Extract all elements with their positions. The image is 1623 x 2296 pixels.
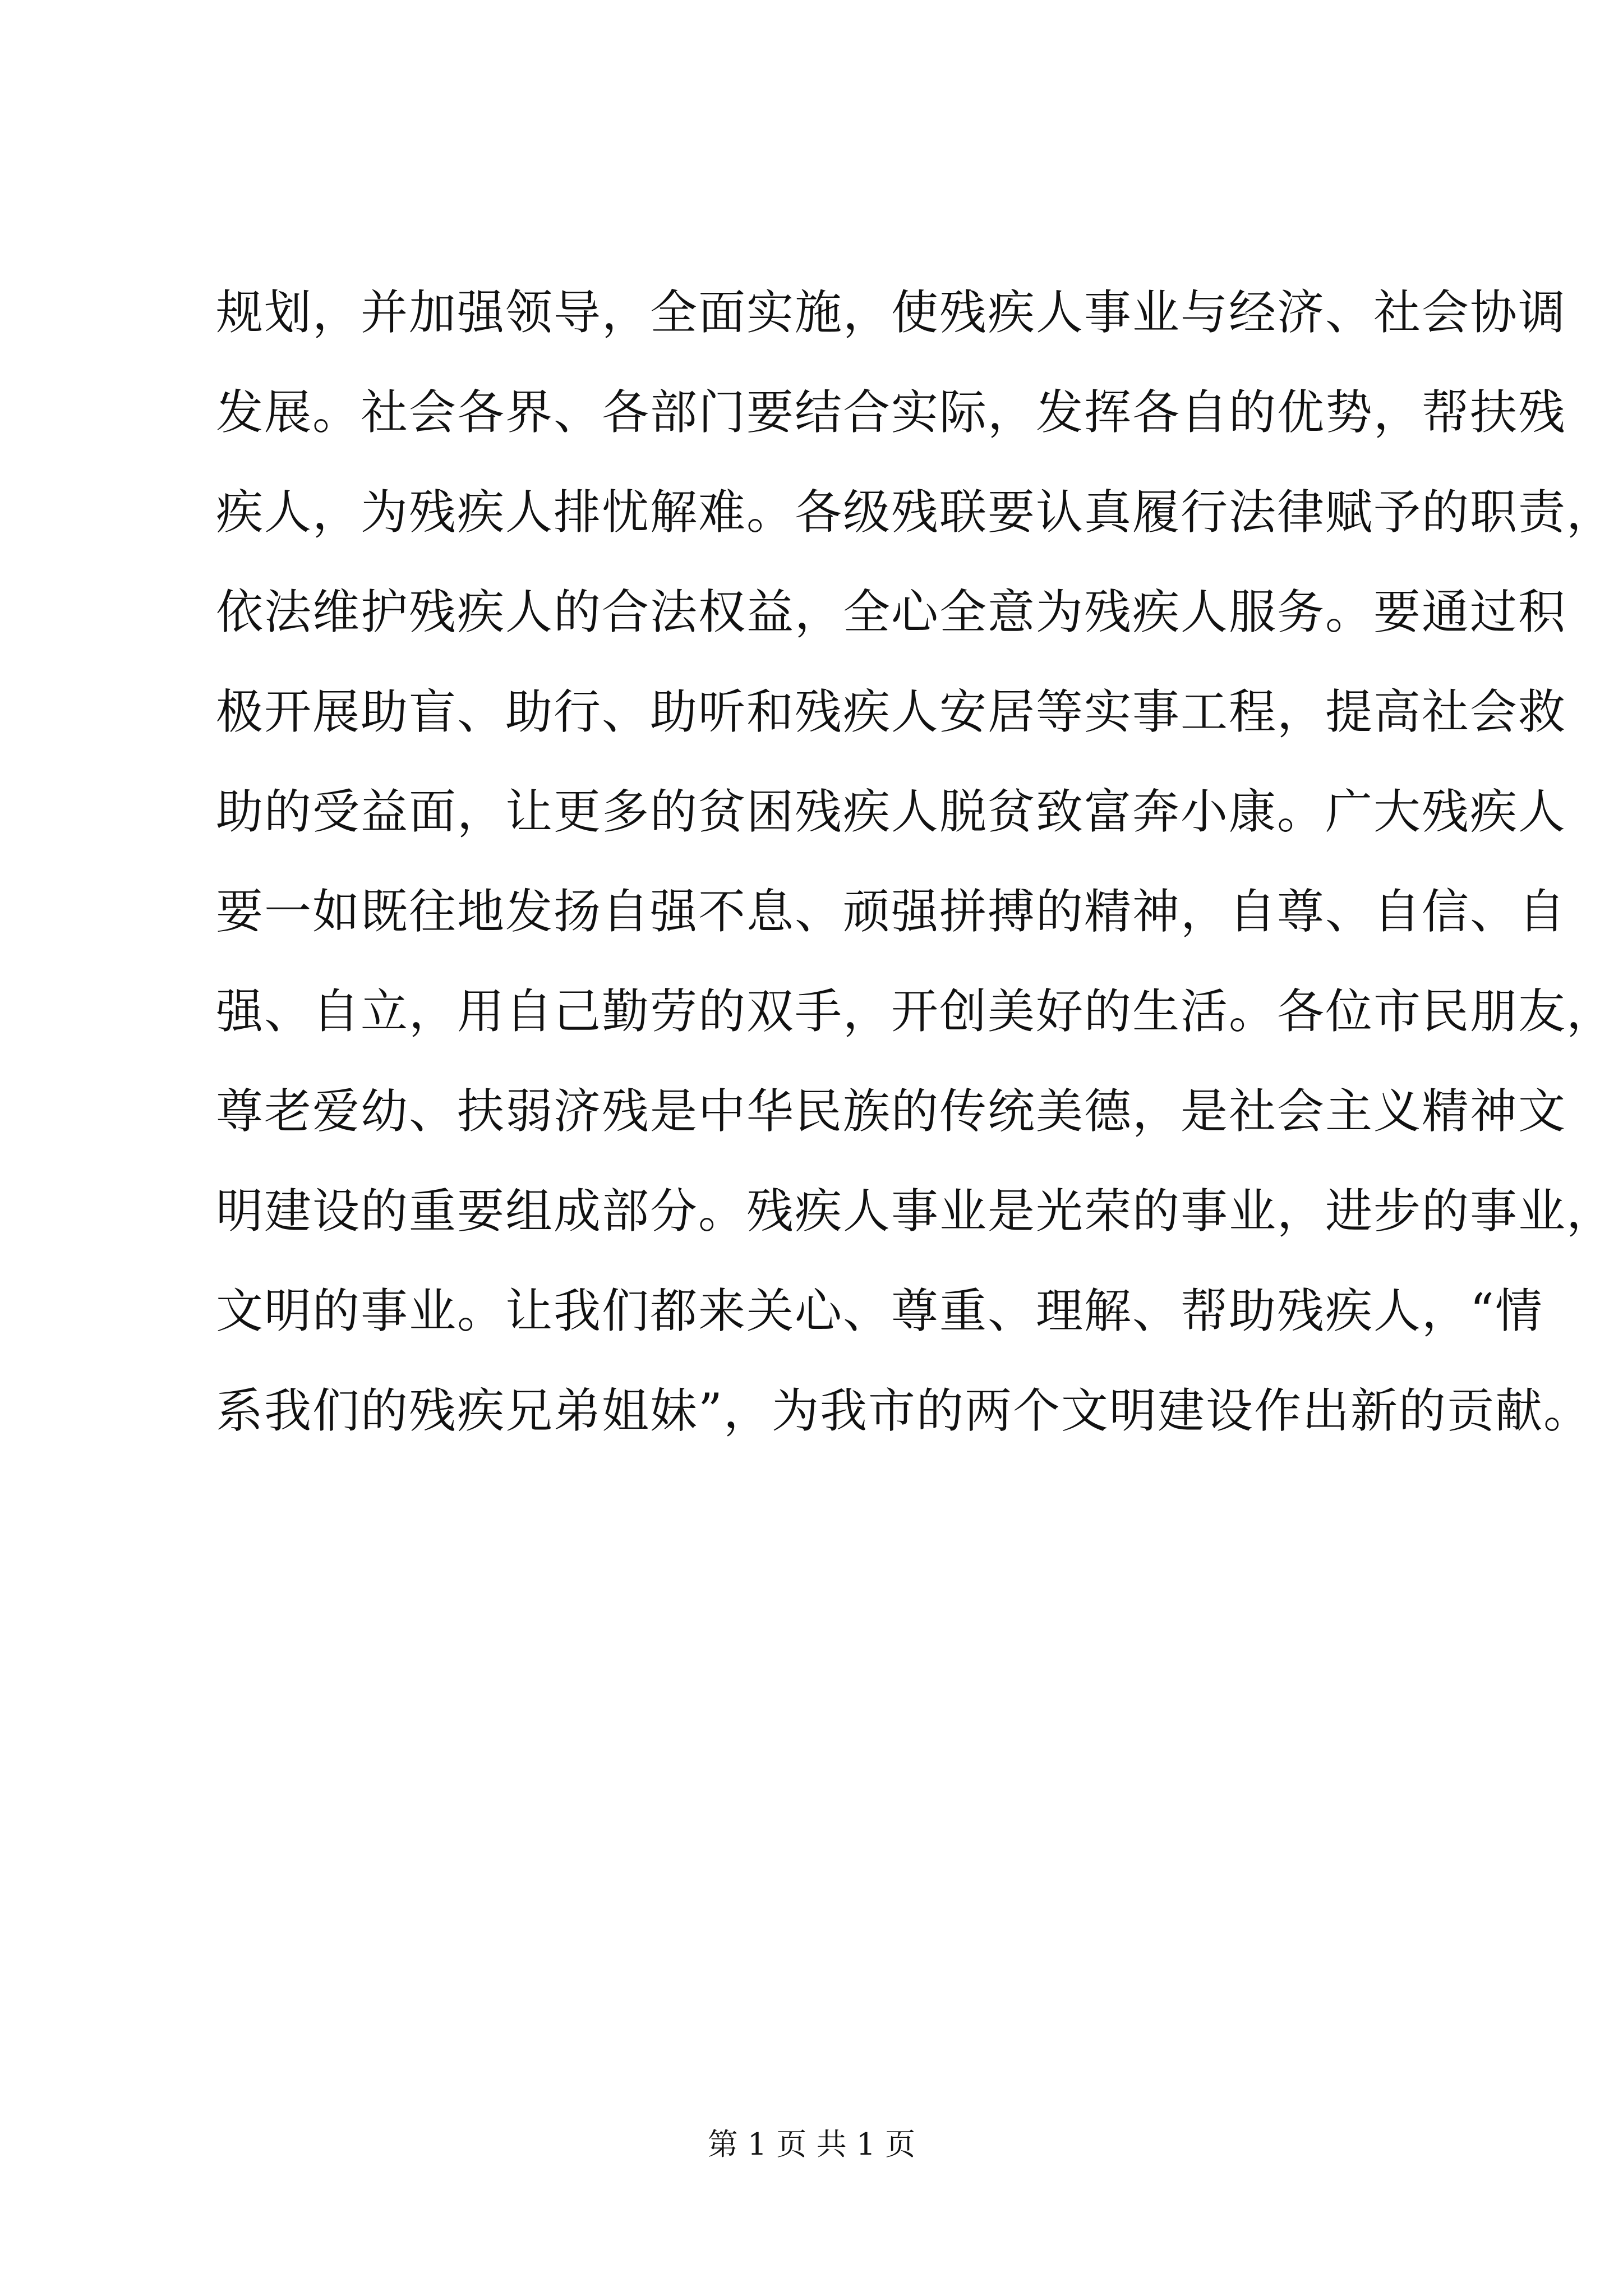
page-number-footer: 第 1 页 共 1 页 — [707, 2127, 916, 2162]
paragraph-line: 系我们的残疾兄弟姐妹”，为我市的两个文明建设作出新的贡献。 — [216, 1383, 1592, 1438]
paragraph-line: 尊老爱幼、扶弱济残是中华民族的传统美德，是社会主义精神文 — [216, 1084, 1567, 1139]
paragraph-line: 规划，并加强领导，全面实施，使残疾人事业与经济、社会协调 — [216, 285, 1567, 340]
paragraph-line: 疾人，为残疾人排忧解难。各级残联要认真履行法律赋予的职责， — [216, 485, 1615, 540]
paragraph-line: 依法维护残疾人的合法权益，全心全意为残疾人服务。要通过积 — [216, 585, 1567, 639]
body-paragraph — [216, 263, 1615, 1461]
paragraph-line: 明建设的重要组成部分。残疾人事业是光荣的事业，进步的事业， — [216, 1184, 1615, 1239]
paragraph-line: 发展。社会各界、各部门要结合实际，发挥各自的优势，帮扶残 — [216, 385, 1567, 440]
paragraph-line: 文明的事业。让我们都来关心、尊重、理解、帮助残疾人，“情 — [216, 1283, 1543, 1338]
paragraph-line: 要一如既往地发扬自强不息、顽强拼搏的精神，自尊、自信、自 — [216, 884, 1567, 939]
paragraph-line: 强、自立，用自己勤劳的双手，开创美好的生活。各位市民朋友， — [216, 984, 1615, 1039]
paragraph-line: 助的受益面，让更多的贫困残疾人脱贫致富奔小康。广大残疾人 — [216, 784, 1567, 839]
paragraph-line: 极开展助盲、助行、助听和残疾人安居等实事工程，提高社会救 — [216, 684, 1567, 739]
